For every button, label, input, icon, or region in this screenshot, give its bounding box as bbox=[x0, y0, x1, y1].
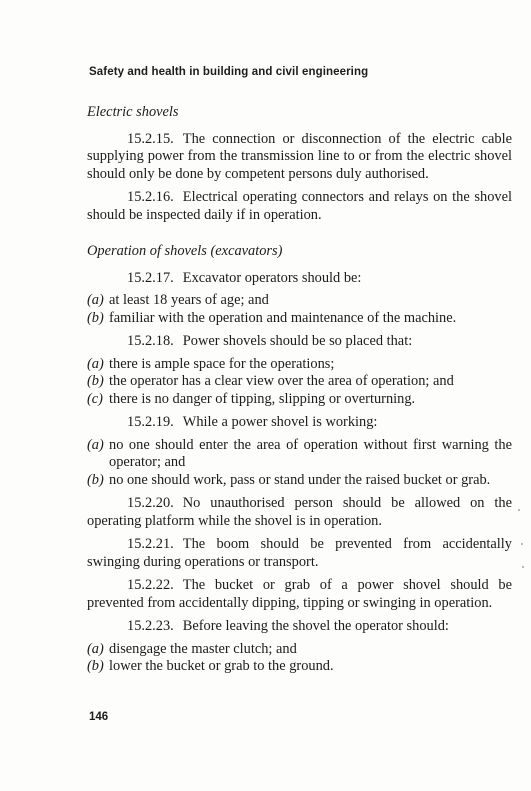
list-item-text: lower the bucket or grab to the ground. bbox=[109, 658, 334, 674]
paragraph-number: 15.2.21. bbox=[127, 536, 174, 552]
page-body bbox=[87, 104, 512, 682]
list-item-label: (b) bbox=[87, 658, 104, 674]
list-item-text: disengage the master clutch; and bbox=[109, 640, 297, 657]
section-heading-operation-of-shovels: Operation of shovels (excavators) bbox=[87, 243, 283, 259]
list-item-label: (a) bbox=[87, 292, 104, 308]
paragraph-15-2-15 bbox=[87, 131, 512, 184]
list-15-2-19 bbox=[87, 437, 512, 490]
list-item-label: (c) bbox=[87, 390, 103, 407]
paragraph-text: No unauthorised person should be allowed on the operating platform while the shovel is in operation. bbox=[87, 495, 512, 529]
list-item-label: (b) bbox=[87, 309, 104, 326]
paragraph-number: 15.2.17. bbox=[127, 269, 174, 286]
list-item-label: (b) bbox=[87, 373, 104, 389]
section-heading-electric-shovels: Electric shovels bbox=[87, 104, 179, 120]
paragraph-number: 15.2.16. bbox=[127, 189, 174, 205]
list-item bbox=[87, 310, 512, 328]
list-item-text: familiar with the operation and maintenance of the machine. bbox=[109, 309, 457, 326]
list-item-text: there is no danger of tipping, slipping or overturning. bbox=[109, 390, 416, 407]
list-item-label: (a) bbox=[87, 640, 104, 657]
paragraph-text: Electrical operating connectors and relays on the shovel should be inspected daily if in operation. bbox=[87, 189, 512, 223]
list-item-label: (b) bbox=[87, 471, 104, 488]
paragraph-number: 15.2.20. bbox=[127, 495, 174, 511]
paragraph-15-2-21 bbox=[87, 536, 512, 571]
list-item-text: the operator has a clear view over the area of operation; and bbox=[109, 373, 454, 389]
list-15-2-23 bbox=[87, 641, 512, 676]
list-item bbox=[87, 391, 512, 409]
list-item-label: (a) bbox=[87, 355, 104, 372]
scan-speck bbox=[522, 566, 524, 568]
list-item bbox=[87, 356, 512, 374]
paragraph-15-2-17 bbox=[87, 270, 512, 288]
paragraph-15-2-20 bbox=[87, 495, 512, 530]
list-item-label: (a) bbox=[87, 436, 104, 453]
paragraph-15-2-23 bbox=[87, 618, 512, 636]
list-item-text: no one should work, pass or stand under the raised bucket or grab. bbox=[109, 471, 491, 488]
paragraph-15-2-19 bbox=[87, 414, 512, 432]
paragraph-text: The connection or disconnection of the electric cable supplying power from the transmission line to or from the electric shovel should only be done by competent persons duly authorised. bbox=[87, 130, 512, 182]
paragraph-15-2-16 bbox=[87, 189, 512, 224]
list-item bbox=[87, 641, 512, 659]
list-item bbox=[87, 437, 512, 472]
paragraph-text: The bucket or grab of a power shovel should be prevented from accidentally dipping, tipping or swinging in operation. bbox=[87, 577, 512, 611]
paragraph-text: Before leaving the shovel the operator should: bbox=[182, 618, 449, 634]
paragraph-15-2-18 bbox=[87, 333, 512, 351]
list-item bbox=[87, 292, 512, 310]
list-15-2-18 bbox=[87, 356, 512, 409]
running-head: Safety and health in building and civil engineering bbox=[89, 66, 369, 78]
scan-speck bbox=[521, 543, 523, 545]
paragraph-number: 15.2.18. bbox=[127, 333, 174, 349]
list-item bbox=[87, 373, 512, 391]
paragraph-text: While a power shovel is working: bbox=[182, 414, 378, 430]
paragraph-text: Excavator operators should be: bbox=[182, 269, 362, 286]
list-item bbox=[87, 472, 512, 490]
paragraph-number: 15.2.19. bbox=[127, 414, 174, 430]
list-item-text: no one should enter the area of operation without first warning the operator; and bbox=[109, 436, 512, 470]
list-item bbox=[87, 658, 512, 676]
page-number: 146 bbox=[89, 711, 109, 723]
paragraph-number: 15.2.23. bbox=[127, 618, 174, 634]
list-item-text: there is ample space for the operations; bbox=[109, 355, 335, 372]
paragraph-number: 15.2.15. bbox=[127, 130, 174, 147]
paragraph-text: Power shovels should be so placed that: bbox=[182, 333, 413, 349]
paragraph-15-2-22 bbox=[87, 577, 512, 612]
list-15-2-17 bbox=[87, 292, 512, 327]
list-item-text: at least 18 years of age; and bbox=[109, 292, 269, 308]
paragraph-number: 15.2.22. bbox=[127, 577, 174, 593]
scan-speck bbox=[518, 509, 520, 511]
paragraph-text: The boom should be prevented from accidentally swinging during operations or transport. bbox=[87, 536, 512, 570]
